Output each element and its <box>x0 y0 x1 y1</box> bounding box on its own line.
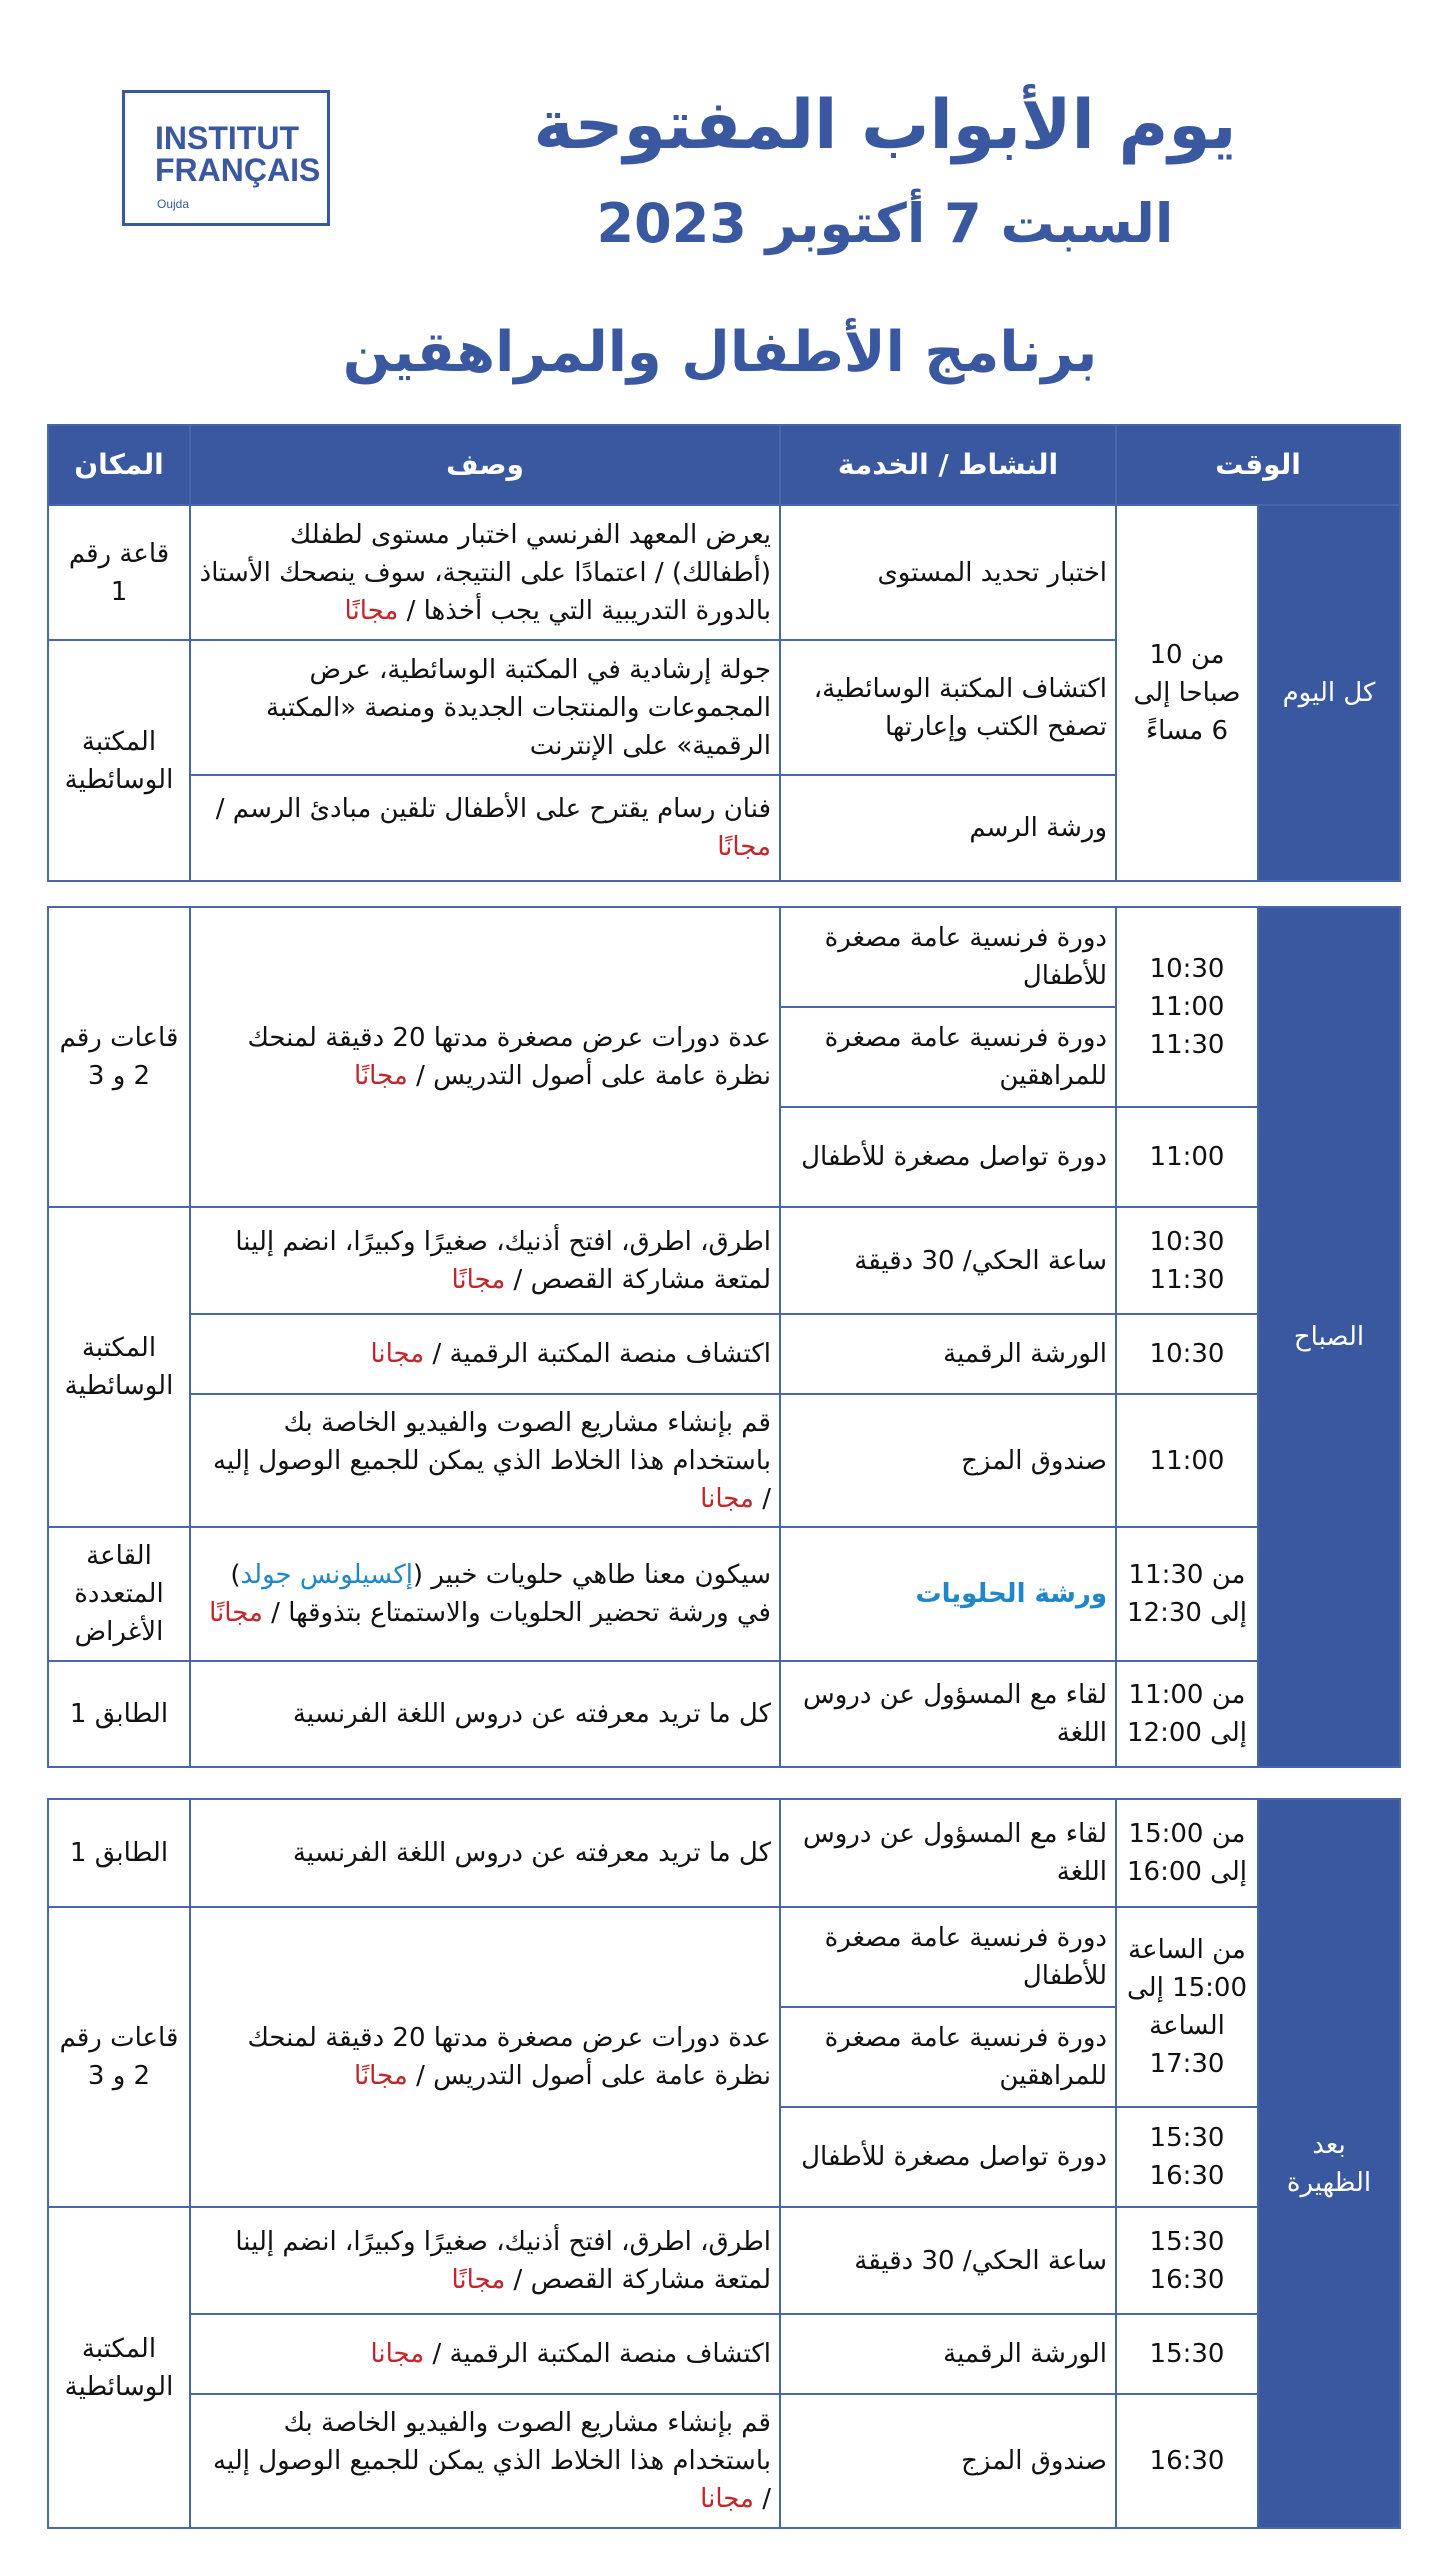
free-label: مجانًا <box>451 2264 506 2295</box>
col-header-activity: النشاط / الخدمة <box>780 425 1116 505</box>
free-label: مجانا <box>370 2339 425 2369</box>
slot-afternoon: بعد الظهيرة <box>1258 1799 1400 2528</box>
description-cell: جولة إرشادية في المكتبة الوسائطية، عرض المجموعات والمنتجات الجديدة ومنصة «المكتبة الرقمية» على الإنترنت <box>190 640 780 775</box>
activity-cell: دورة فرنسية عامة مصغرة للمراهقين <box>780 2007 1116 2107</box>
description-cell <box>190 1207 780 1314</box>
col-header-time: الوقت <box>1116 425 1400 505</box>
free-label: مجانًا <box>209 1598 263 1628</box>
logo-line-2: FRANÇAIS <box>155 152 321 188</box>
free-label: مجانًا <box>717 832 771 862</box>
description-cell <box>190 505 780 640</box>
description-text: اطرق، اطرق، افتح أذنيك، صغيرًا وكبيرًا، انضم إلينا لمتعة مشاركة القصص / <box>235 1226 771 1295</box>
free-label: مجانا <box>370 1339 425 1369</box>
page-title: يوم الأبواب المفتوحة <box>533 86 1237 165</box>
event-date: السبت 7 أكتوبر 2023 <box>596 192 1174 255</box>
location-cell: القاعة المتعددة الأغراض <box>48 1527 190 1661</box>
location-cell: قاعات رقم 2 و 3 <box>48 1907 190 2207</box>
description-cell <box>190 1314 780 1394</box>
time-cell: من 15:00 إلى 16:00 <box>1116 1799 1258 1907</box>
activity-cell: لقاء مع المسؤول عن دروس اللغة <box>780 1661 1116 1767</box>
description-text: قم بإنشاء مشاريع الصوت والفيديو الخاصة بك باستخدام هذا الخلاط الذي يمكن للجميع الوصول إليه / <box>213 1407 771 1514</box>
description-text: قم بإنشاء مشاريع الصوت والفيديو الخاصة بك باستخدام هذا الخلاط الذي يمكن للجميع الوصول إليه / <box>213 2408 771 2514</box>
description-text: عدة دورات عرض مصغرة مدتها 20 دقيقة لمنحك نظرة عامة على أصول التدريس / <box>247 2023 771 2091</box>
activity-cell: اكتشاف المكتبة الوسائطية، تصفح الكتب وإعارتها <box>780 640 1116 775</box>
location-cell: الطابق 1 <box>48 1799 190 1907</box>
description-cell <box>190 1907 780 2207</box>
table-row <box>48 1799 1400 1907</box>
description-text: اكتشاف منصة المكتبة الرقمية / <box>424 2339 771 2369</box>
description-cell <box>190 907 780 1207</box>
time-cell: 16:30 <box>1116 2394 1258 2528</box>
morning-table <box>47 906 1401 1768</box>
description-text: اكتشاف منصة المكتبة الرقمية / <box>424 1339 771 1369</box>
table-row <box>48 907 1400 1007</box>
description-text: فنان رسام يقترح على الأطفال تلقين مبادئ الرسم / <box>215 794 771 824</box>
table-row <box>48 1207 1400 1314</box>
institut-francais-logo <box>122 90 330 226</box>
table-row <box>48 1907 1400 2007</box>
time-cell: 10:30 11:00 11:30 <box>1116 907 1258 1107</box>
time-cell: 10:30 <box>1116 1314 1258 1394</box>
slot-morning: الصباح <box>1258 907 1400 1767</box>
location-cell: قاعة رقم 1 <box>48 505 190 640</box>
description-cell: كل ما تريد معرفته عن دروس اللغة الفرنسية <box>190 1661 780 1767</box>
description-text: ) في ورشة تحضير الحلويات والاستمتاع بتذوقها / <box>230 1560 771 1628</box>
description-cell <box>190 1394 780 1527</box>
time-cell: من الساعة 15:00 إلى الساعة 17:30 <box>1116 1907 1258 2107</box>
activity-cell: ساعة الحكي/ 30 دقيقة <box>780 1207 1116 1314</box>
description-cell <box>190 2314 780 2394</box>
description-text: يعرض المعهد الفرنسي اختبار مستوى لطفلك (أطفالك) / اعتمادًا على النتيجة، سوف ينصحك الأستاذ بالدورة التدريبية التي يجب أخذها / <box>199 519 771 626</box>
description-cell <box>190 1527 780 1661</box>
time-cell: 15:30 16:30 <box>1116 2207 1258 2314</box>
free-label: مجانا <box>700 2484 754 2514</box>
logo-line-1: INSTITUT <box>155 120 299 156</box>
logo-city: Oujda <box>157 197 190 211</box>
description-cell: كل ما تريد معرفته عن دروس اللغة الفرنسية <box>190 1799 780 1907</box>
time-cell: 11:00 <box>1116 1107 1258 1207</box>
description-text: عدة دورات عرض مصغرة مدتها 20 دقيقة لمنحك نظرة عامة على أصول التدريس / <box>247 1023 771 1091</box>
activity-cell: الورشة الرقمية <box>780 1314 1116 1394</box>
description-cell <box>190 2207 780 2314</box>
time-cell: 10:30 11:30 <box>1116 1207 1258 1314</box>
activity-cell: صندوق المزج <box>780 2394 1116 2528</box>
time-cell: 15:30 16:30 <box>1116 2107 1258 2207</box>
table-row <box>48 1661 1400 1767</box>
afternoon-table <box>47 1798 1401 2529</box>
activity-cell: دورة فرنسية عامة مصغرة للأطفال <box>780 907 1116 1007</box>
activity-cell: ورشة الرسم <box>780 775 1116 881</box>
allday-table <box>47 424 1401 882</box>
time-cell: من 11:30 إلى 12:30 <box>1116 1527 1258 1661</box>
time-cell: من 11:00 إلى 12:00 <box>1116 1661 1258 1767</box>
description-text: اطرق، اطرق، افتح أذنيك، صغيرًا وكبيرًا، انضم إلينا لمتعة مشاركة القصص / <box>235 2226 771 2295</box>
activity-cell: ساعة الحكي/ 30 دقيقة <box>780 2207 1116 2314</box>
free-label: مجانًا <box>451 1264 506 1295</box>
activity-cell: اختبار تحديد المستوى <box>780 505 1116 640</box>
activity-cell: دورة تواصل مصغرة للأطفال <box>780 1107 1116 1207</box>
free-label: مجانًا <box>354 2061 408 2091</box>
activity-cell: ورشة الحلويات <box>780 1527 1116 1661</box>
description-cell <box>190 775 780 881</box>
time-cell: من 10 صباحا إلى 6 مساءً <box>1116 505 1258 881</box>
activity-cell: لقاء مع المسؤول عن دروس اللغة <box>780 1799 1116 1907</box>
table-row <box>48 2394 1400 2528</box>
location-cell: المكتبة الوسائطية <box>48 640 190 881</box>
location-cell: المكتبة الوسائطية <box>48 2207 190 2528</box>
time-cell: 11:00 <box>1116 1394 1258 1527</box>
free-label: مجانًا <box>344 595 399 626</box>
table-row <box>48 1314 1400 1394</box>
location-cell: الطابق 1 <box>48 1661 190 1767</box>
location-cell: المكتبة الوسائطية <box>48 1207 190 1527</box>
brand-name: إكسيلونس جولد <box>240 1560 413 1590</box>
time-cell: 15:30 <box>1116 2314 1258 2394</box>
activity-cell: صندوق المزج <box>780 1394 1116 1527</box>
description-cell <box>190 2394 780 2528</box>
description-text: سيكون معنا طاهي حلويات خبير ( <box>412 1560 771 1590</box>
table-row <box>48 2207 1400 2314</box>
activity-cell: دورة فرنسية عامة مصغرة للمراهقين <box>780 1007 1116 1107</box>
table-row <box>48 1394 1400 1527</box>
free-label: مجانا <box>700 1483 754 1514</box>
activity-cell: دورة تواصل مصغرة للأطفال <box>780 2107 1116 2207</box>
activity-cell: الورشة الرقمية <box>780 2314 1116 2394</box>
table-header-row <box>48 425 1400 505</box>
free-label: مجانًا <box>354 1061 408 1091</box>
location-cell: قاعات رقم 2 و 3 <box>48 907 190 1207</box>
activity-cell: دورة فرنسية عامة مصغرة للأطفال <box>780 1907 1116 2007</box>
table-row <box>48 2314 1400 2394</box>
program-subtitle: برنامج الأطفال والمراهقين <box>342 320 1098 385</box>
table-row <box>48 1527 1400 1661</box>
col-header-location: المكان <box>48 425 190 505</box>
slot-allday: كل اليوم <box>1258 505 1400 881</box>
table-row <box>48 505 1400 640</box>
col-header-description: وصف <box>190 425 780 505</box>
